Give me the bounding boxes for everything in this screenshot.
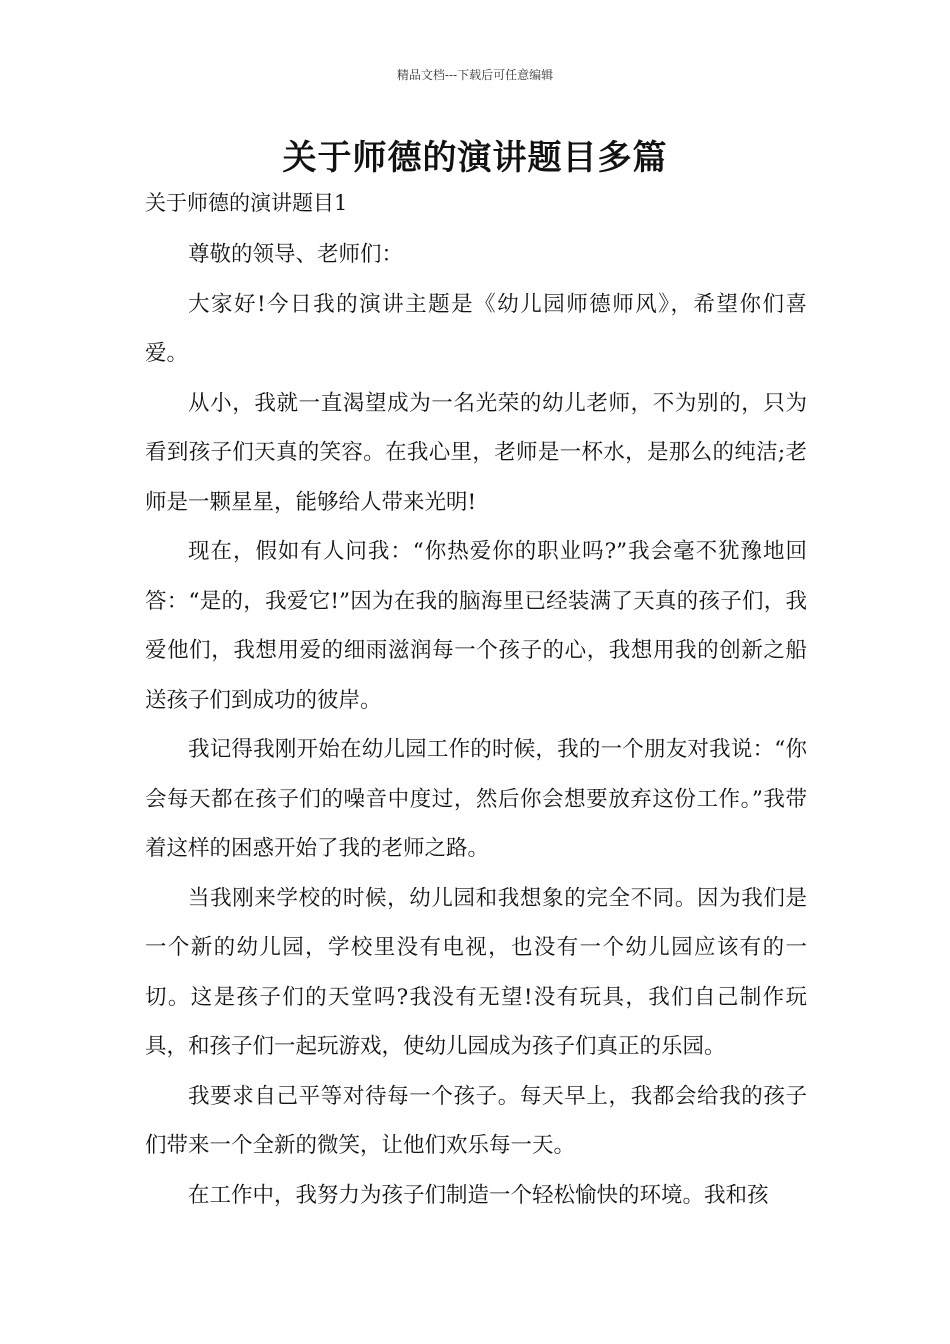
- paragraph: 我要求自己平等对待每一个孩子。每天早上，我都会给我的孩子们带来一个全新的微笑，让他们欢乐每一天。: [145, 1083, 807, 1158]
- paragraph: 当我刚来学校的时候，幼儿园和我想象的完全不同。因为我们是一个新的幼儿园，学校里没有电视，也没有一个幼儿园应该有的一切。这是孩子们的天堂吗?我没有无望!没有玩具，我们自己制作玩具，和孩子们一起玩游戏，使幼儿园成为孩子们真正的乐园。: [145, 885, 807, 1059]
- paragraph: 从小，我就一直渴望成为一名光荣的幼儿老师，不为别的，只为看到孩子们天真的笑容。在我心里，老师是一杯水，是那么的纯洁;老师是一颗星星，能够给人带来光明!: [145, 390, 807, 515]
- document-title: 关于师德的演讲题目多篇: [282, 138, 668, 178]
- document-body: [145, 230, 807, 1220]
- paragraph: 尊敬的领导、老师们：: [188, 242, 404, 267]
- paragraph: 大家好!今日我的演讲主题是《幼儿园师德师风》，希望你们喜爱。: [145, 291, 807, 366]
- section-heading: 关于师德的演讲题目1: [145, 191, 348, 215]
- page-header: 精品文档---下载后可任意编辑: [396, 68, 554, 82]
- paragraph: 在工作中，我努力为孩子们制造一个轻松愉快的环境。我和孩: [188, 1182, 769, 1208]
- paragraph: 我记得我刚开始在幼儿园工作的时候，我的一个朋友对我说：“你会每天都在孩子们的噪音中度过，然后你会想要放弃这份工作。”我带着这样的困惑开始了我的老师之路。: [145, 737, 807, 861]
- paragraph: 现在，假如有人问我：“你热爱你的职业吗?”我会毫不犹豫地回答：“是的，我爱它!”因为在我的脑海里已经装满了天真的孩子们，我爱他们，我想用爱的细雨滋润每一个孩子的心，我想用我的创新之船送孩子们到成功的彼岸。: [145, 539, 807, 713]
